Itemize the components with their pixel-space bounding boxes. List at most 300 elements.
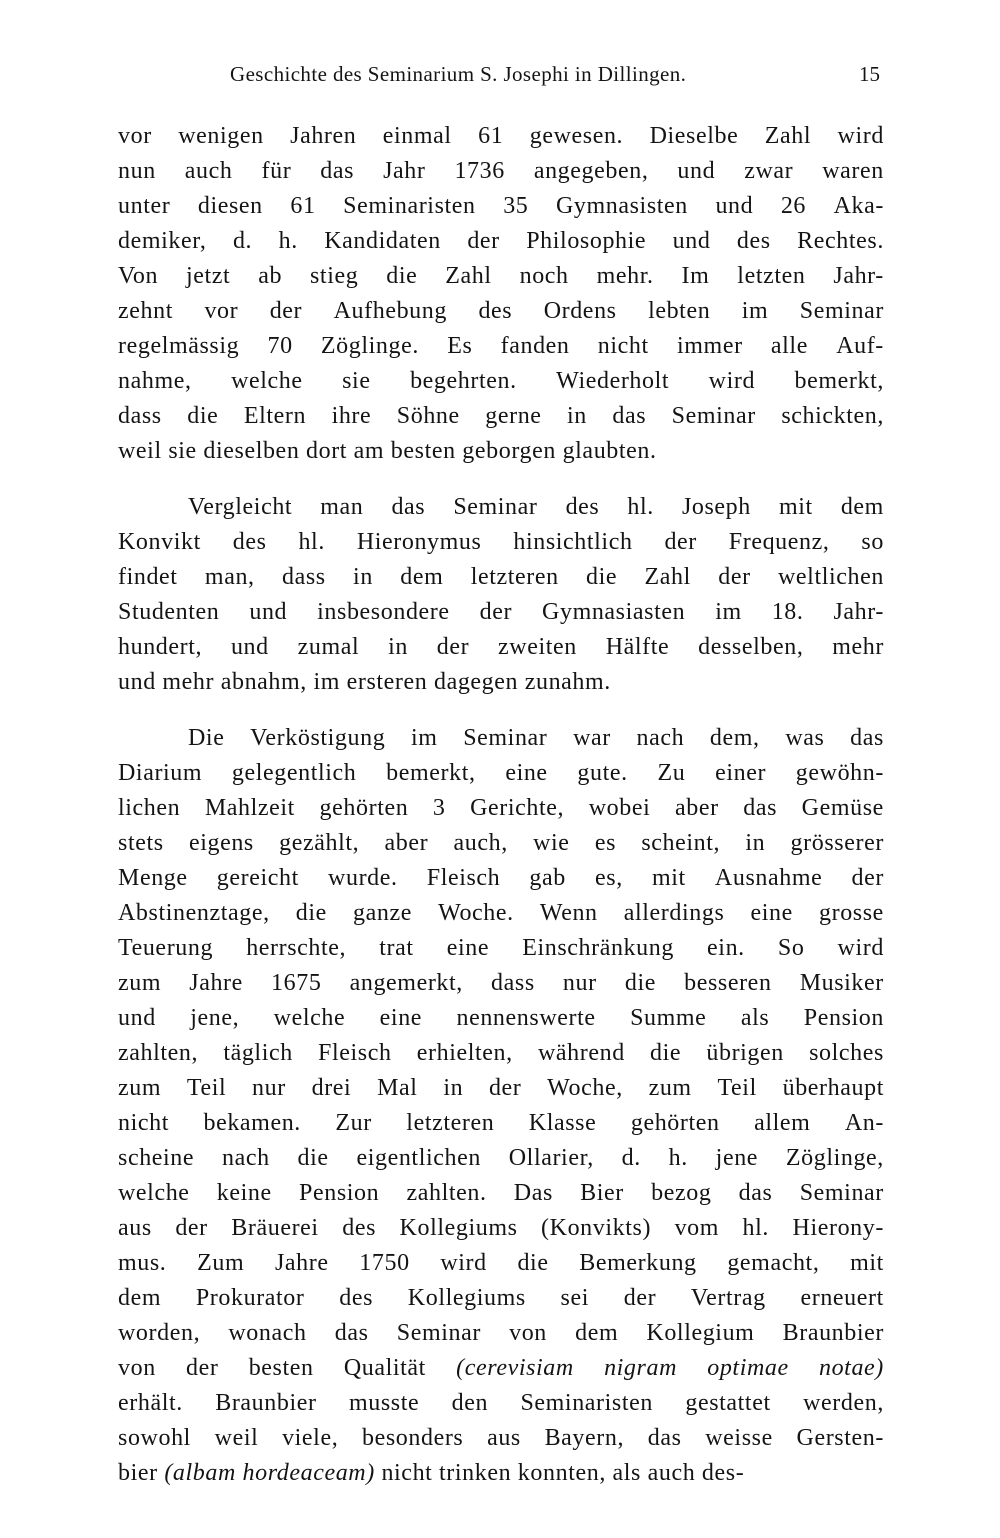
word: gestattet: [685, 1390, 771, 1416]
text-line: [118, 364, 884, 399]
word: Qualität: [343, 1355, 426, 1381]
word: im: [715, 599, 742, 625]
word: Gersten-: [796, 1425, 884, 1451]
word: gewöhn-: [795, 760, 884, 786]
text-line: [118, 1036, 884, 1071]
word: nur: [562, 970, 597, 996]
word: allerdings: [623, 900, 725, 926]
word: Diarium: [118, 760, 203, 786]
word: 70: [267, 333, 293, 359]
word: demiker,: [118, 228, 207, 254]
word: Fleisch: [426, 865, 501, 891]
text-line: [118, 966, 884, 1001]
word: wird: [708, 368, 756, 394]
word: Seminar: [799, 1180, 884, 1206]
word: gewesen.: [529, 123, 624, 149]
word: gehörten: [319, 795, 409, 821]
text-line: [118, 630, 884, 665]
word: wenigen: [178, 123, 264, 149]
word: Zöglinge,: [785, 1145, 884, 1171]
word: Ollarier,: [508, 1145, 594, 1171]
word: Rechtes.: [797, 228, 884, 254]
word: Kollegiums: [399, 1215, 518, 1241]
word: aber: [384, 830, 429, 856]
word: Gemüse: [801, 795, 884, 821]
word: Zahl: [644, 564, 691, 590]
word: angemerkt,: [349, 970, 463, 996]
word: Zahl: [445, 263, 492, 289]
word: bekamen.: [203, 1110, 301, 1136]
word: es: [594, 830, 617, 856]
text-line: [118, 861, 884, 896]
word: Kollegium: [646, 1320, 755, 1346]
word: Seminar: [463, 725, 548, 751]
word: in: [353, 564, 373, 590]
word: erhielten,: [416, 1040, 513, 1066]
word: Seminar: [453, 494, 538, 520]
word: Kollegiums: [407, 1285, 526, 1311]
word: Seminaristen: [520, 1390, 653, 1416]
word: Konvikt: [118, 529, 201, 555]
word: besonders: [362, 1425, 464, 1451]
word: die: [624, 970, 656, 996]
word: Fleisch: [318, 1040, 392, 1066]
word: in: [388, 634, 408, 660]
word: Mal: [377, 1075, 418, 1101]
text-line: [118, 595, 884, 630]
word: Seminaristen: [343, 193, 476, 219]
word: allem: [754, 1110, 811, 1136]
word: und: [715, 193, 754, 219]
word: 1736: [454, 158, 505, 184]
text-line: [118, 119, 884, 154]
word: eigentlichen: [356, 1145, 481, 1171]
word: der: [175, 1215, 208, 1241]
word: erhält.: [118, 1390, 183, 1416]
word: Seminar: [799, 298, 884, 324]
word: dass: [281, 564, 326, 590]
text-line: [118, 1001, 884, 1036]
word: weisse: [705, 1425, 773, 1451]
text-line: [118, 896, 884, 931]
word: aber: [674, 795, 719, 821]
word: der: [269, 298, 303, 324]
word: wird: [837, 123, 884, 149]
text-line: [118, 1106, 884, 1141]
word: mit: [850, 1250, 884, 1276]
word: Von: [118, 263, 159, 289]
word: überhaupt: [782, 1075, 884, 1101]
text-line: [118, 1141, 884, 1176]
word: Jahren: [290, 123, 357, 149]
word: das: [320, 158, 355, 184]
word: Seminar: [671, 403, 756, 429]
text-line: [118, 1421, 884, 1456]
word: in: [567, 403, 587, 429]
word: Zum: [197, 1250, 245, 1276]
word: trat: [379, 935, 414, 961]
latin-word: notae): [818, 1355, 884, 1381]
word: Auf-: [836, 333, 884, 359]
word: Dieselbe: [649, 123, 739, 149]
word: der: [851, 865, 884, 891]
word: hl.: [742, 1215, 770, 1241]
word: Es: [447, 333, 473, 359]
line-text: und mehr abnahm, im ersteren dagegen zunahm.: [118, 669, 611, 695]
word: diesen: [197, 193, 263, 219]
word: nicht: [597, 333, 649, 359]
word: wird: [440, 1250, 487, 1276]
word: bemerkt,: [386, 760, 476, 786]
word: gezählt,: [279, 830, 360, 856]
word: hl.: [627, 494, 654, 520]
word: Joseph: [681, 494, 751, 520]
word: werden,: [803, 1390, 884, 1416]
word: besten: [248, 1355, 314, 1381]
word: man: [320, 494, 364, 520]
word: dem: [118, 1285, 162, 1311]
word: Seminar: [396, 1320, 481, 1346]
word: und: [230, 634, 269, 660]
word: zahlten.: [406, 1180, 487, 1206]
word: Wiederholt: [556, 368, 670, 394]
word: musste: [348, 1390, 420, 1416]
word: zahlten,: [118, 1040, 199, 1066]
word: 61: [290, 193, 316, 219]
word: Vertrag: [690, 1285, 766, 1311]
word: den: [451, 1390, 489, 1416]
word: als: [740, 1005, 770, 1031]
word: findet: [118, 564, 178, 590]
word: unter: [118, 193, 171, 219]
word: die: [386, 263, 418, 289]
text-line: [118, 434, 884, 469]
word: gereicht: [216, 865, 299, 891]
word: das: [743, 795, 778, 821]
word: Studenten: [118, 599, 220, 625]
word: Jahre: [274, 1250, 329, 1276]
word: mit: [778, 494, 813, 520]
text-line: [118, 525, 884, 560]
word: die: [650, 1040, 682, 1066]
body-text: [118, 119, 884, 1491]
word: Jahr-: [833, 263, 884, 289]
word: Jahr: [383, 158, 426, 184]
word: dass: [118, 403, 162, 429]
word: das: [334, 1320, 369, 1346]
word: sie: [342, 368, 371, 394]
word: begehrten.: [410, 368, 517, 394]
word: dem,: [709, 725, 760, 751]
word: Teil: [186, 1075, 227, 1101]
word: Eltern: [243, 403, 307, 429]
word: der: [488, 1075, 522, 1101]
text-line: [118, 154, 884, 189]
word: 61: [478, 123, 504, 149]
text-line: [118, 1281, 884, 1316]
word: und: [249, 599, 288, 625]
word: fanden: [500, 333, 570, 359]
latin-word: nigram: [604, 1355, 678, 1381]
word: so: [861, 529, 884, 555]
word: viele,: [282, 1425, 339, 1451]
word: Hieronymus: [356, 529, 482, 555]
word: Pension: [803, 1005, 884, 1031]
word: So: [777, 935, 805, 961]
word: Zur: [335, 1110, 372, 1136]
word: das: [391, 494, 426, 520]
word: Im: [681, 263, 710, 289]
word: wird: [837, 935, 884, 961]
word: letzteren: [470, 564, 559, 590]
word: zum: [118, 1075, 162, 1101]
word: Braunbier: [215, 1390, 317, 1416]
word: lebten: [648, 298, 711, 324]
word: Mahlzeit: [204, 795, 295, 821]
word: dem: [400, 564, 444, 590]
word: scheint,: [641, 830, 721, 856]
latin-word: optimae: [707, 1355, 789, 1381]
word: Ausnahme: [714, 865, 823, 891]
word: die: [295, 900, 327, 926]
word: nur: [252, 1075, 286, 1101]
word: letzten: [737, 263, 806, 289]
word: die: [586, 564, 618, 590]
word: das: [647, 1425, 682, 1451]
word: gab: [529, 865, 566, 891]
text-line: [118, 399, 884, 434]
word: 1750: [359, 1250, 410, 1276]
word: auch,: [453, 830, 508, 856]
word: jene: [715, 1145, 759, 1171]
word: und: [672, 228, 711, 254]
word: hinsichtlich: [513, 529, 633, 555]
text-line: [118, 826, 884, 861]
text-line: [118, 1211, 884, 1246]
word: eine: [750, 900, 793, 926]
paragraph: [118, 119, 884, 469]
line-text: weil sie dieselben dort am besten geborgen glaubten.: [118, 438, 657, 464]
word: in: [745, 830, 766, 856]
word: gemacht,: [727, 1250, 820, 1276]
word: aus: [118, 1215, 152, 1241]
word: ganze: [353, 900, 412, 926]
word: von: [509, 1320, 547, 1346]
word: das: [612, 403, 647, 429]
word: das: [850, 725, 884, 751]
word: man,: [204, 564, 255, 590]
word: Hierony-: [792, 1215, 884, 1241]
text-line: [118, 1246, 884, 1281]
word: d.: [621, 1145, 641, 1171]
word: ab: [258, 263, 283, 289]
word: wie: [533, 830, 570, 856]
line-text: nicht trinken konnten, als auch des-: [374, 1460, 745, 1486]
word: des: [565, 494, 600, 520]
word: mehr: [832, 634, 884, 660]
running-head-title: Geschichte des Seminarium S. Josephi in Dillingen.: [230, 62, 687, 86]
word: vom: [674, 1215, 720, 1241]
word: Einschränkung: [522, 935, 674, 961]
word: gehörten: [630, 1110, 720, 1136]
word: ein.: [707, 935, 745, 961]
text-line: [118, 490, 884, 525]
word: eine: [379, 1005, 423, 1031]
word: Ordens: [543, 298, 617, 324]
word: angegeben,: [533, 158, 649, 184]
word: drei: [311, 1075, 352, 1101]
word: waren: [822, 158, 884, 184]
word: Braunbier: [782, 1320, 884, 1346]
word: Kandidaten: [324, 228, 441, 254]
word: und: [118, 1005, 156, 1031]
word: besseren: [684, 970, 772, 996]
word: Aufhebung: [333, 298, 447, 324]
word: der: [479, 599, 513, 625]
text-line: [118, 224, 884, 259]
word: mit: [651, 865, 686, 891]
word: Musiker: [799, 970, 884, 996]
text-line: [118, 189, 884, 224]
word: sowohl: [118, 1425, 191, 1451]
text-line: [118, 931, 884, 966]
word: während: [537, 1040, 625, 1066]
word: An-: [844, 1110, 884, 1136]
word: der: [718, 564, 751, 590]
word: d.: [232, 228, 253, 254]
word: einer: [715, 760, 767, 786]
word: Gymnasisten: [555, 193, 688, 219]
word: Woche,: [547, 1075, 623, 1101]
word: Teil: [717, 1075, 757, 1101]
word: war: [573, 725, 611, 751]
word: Wenn: [539, 900, 598, 926]
word: wobei: [588, 795, 651, 821]
latin-phrase: (albam hordeaceam): [164, 1460, 375, 1486]
word: erneuert: [800, 1285, 884, 1311]
page-number: 15: [859, 62, 880, 86]
running-head: [120, 62, 880, 92]
word: im: [411, 725, 438, 751]
text-line: [118, 1071, 884, 1106]
word: Pension: [299, 1180, 380, 1206]
word: 1675: [271, 970, 322, 996]
word: 3: [432, 795, 446, 821]
word: es,: [595, 865, 623, 891]
paragraph: [118, 721, 884, 1491]
word: Bräuerei: [231, 1215, 319, 1241]
word: Prokurator: [195, 1285, 305, 1311]
word: vor: [204, 298, 239, 324]
line-text: bier: [118, 1460, 165, 1486]
text-line: [118, 665, 884, 700]
text-line: [118, 721, 884, 756]
word: nach: [221, 1145, 270, 1171]
text-line: [118, 1176, 884, 1211]
word: schickten,: [781, 403, 884, 429]
word: Aka-: [833, 193, 884, 219]
word: des: [736, 228, 771, 254]
word: welche: [118, 1180, 190, 1206]
word: aus: [487, 1425, 521, 1451]
word: Hälfte: [605, 634, 670, 660]
word: solches: [809, 1040, 884, 1066]
word: im: [741, 298, 769, 324]
word: Zu: [657, 760, 686, 786]
word: des: [478, 298, 513, 324]
text-line: [118, 1456, 884, 1491]
word: Jahre: [189, 970, 243, 996]
word: 26: [780, 193, 807, 219]
word: bezog: [651, 1180, 712, 1206]
word: keine: [216, 1180, 272, 1206]
word: nahme,: [118, 368, 192, 394]
word: auch: [184, 158, 233, 184]
word: jene,: [190, 1005, 240, 1031]
word: Söhne: [396, 403, 460, 429]
word: Woche.: [438, 900, 514, 926]
word: Bayern,: [544, 1425, 625, 1451]
word: Summe: [630, 1005, 707, 1031]
word: noch: [519, 263, 569, 289]
text-line: [118, 560, 884, 595]
word: der: [186, 1355, 219, 1381]
text-line: [118, 259, 884, 294]
word: welche: [273, 1005, 346, 1031]
word: jetzt: [185, 263, 231, 289]
word: Jahr-: [833, 599, 884, 625]
word: mehr.: [596, 263, 654, 289]
word: einmal: [382, 123, 452, 149]
word: Bier: [580, 1180, 624, 1206]
word: Zahl: [764, 123, 812, 149]
word: der: [436, 634, 470, 660]
word: nennenswerte: [456, 1005, 596, 1031]
word: zum: [648, 1075, 692, 1101]
text-line: [118, 1351, 884, 1386]
word: in: [443, 1075, 464, 1101]
word: der: [467, 228, 500, 254]
word: nach: [636, 725, 685, 751]
text-line: [118, 756, 884, 791]
word: Das: [513, 1180, 553, 1206]
latin-word: (cerevisiam: [456, 1355, 574, 1381]
word: nicht: [118, 1110, 169, 1136]
word: Gymnasiasten: [542, 599, 686, 625]
word: weltlichen: [778, 564, 884, 590]
word: stets: [118, 830, 164, 856]
word: zumal: [297, 634, 360, 660]
word: desselben,: [698, 634, 804, 660]
word: dem: [840, 494, 884, 520]
paragraph: [118, 490, 884, 700]
word: des: [339, 1285, 374, 1311]
word: nun: [118, 158, 156, 184]
word: h.: [278, 228, 298, 254]
word: Gerichte,: [470, 795, 565, 821]
text-line: [118, 294, 884, 329]
word: hundert,: [118, 634, 203, 660]
word: übrigen: [706, 1040, 784, 1066]
word: für: [261, 158, 292, 184]
word: zum: [118, 970, 162, 996]
word: dem: [575, 1320, 619, 1346]
word: welche: [231, 368, 303, 394]
word: zweiten: [498, 634, 577, 660]
word: die: [187, 403, 219, 429]
word: h.: [668, 1145, 688, 1171]
word: bemerkt,: [794, 368, 884, 394]
